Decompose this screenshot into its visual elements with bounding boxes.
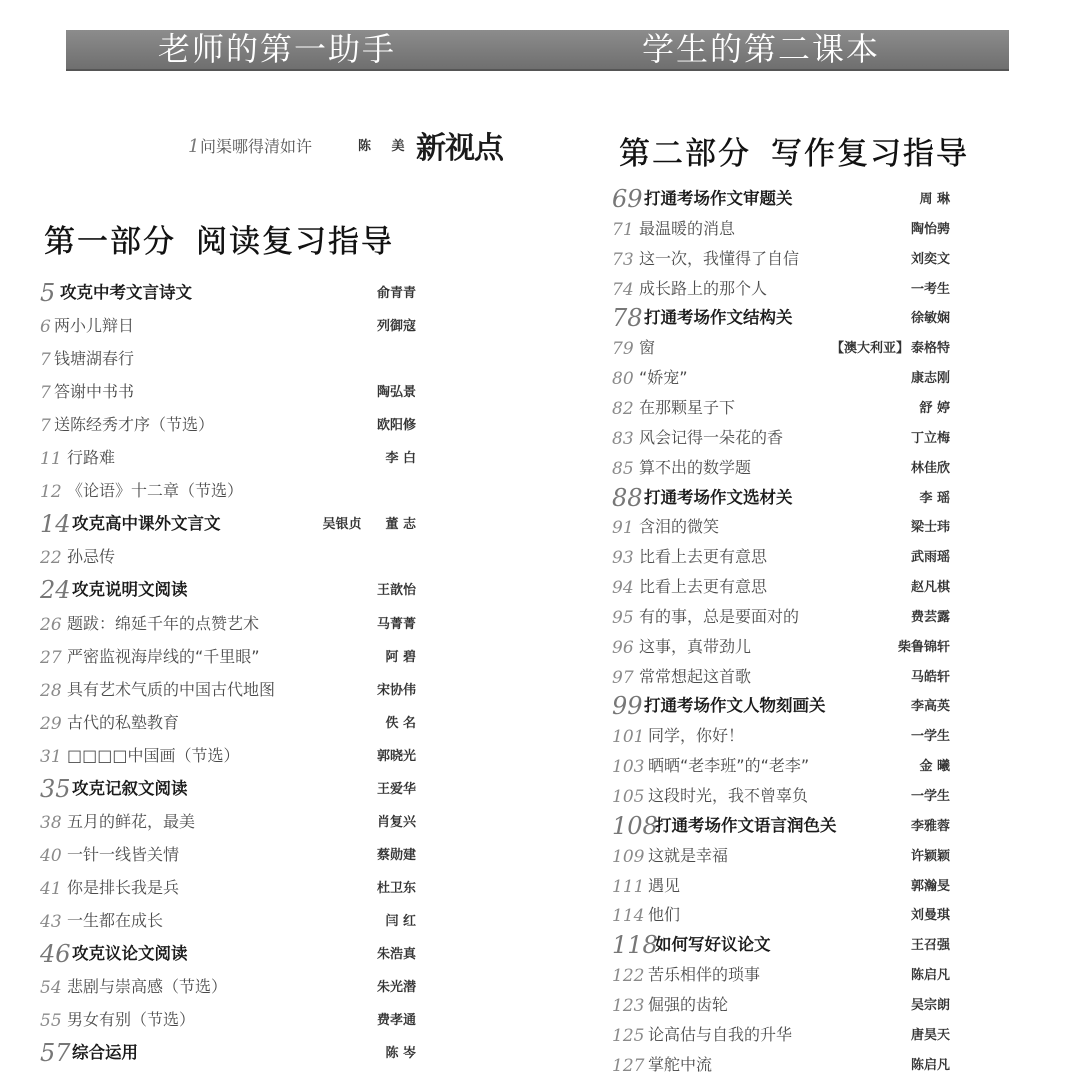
section-title: 攻克记叙文阅读 [72, 778, 188, 798]
entry-title: 送陈经秀才序（节选） [54, 415, 215, 435]
entry-title: 他们 [648, 905, 681, 925]
author-name: 林佳欣 [910, 460, 950, 476]
entry-title: 具有艺术气质的中国古代地图 [67, 679, 276, 699]
toc-entry[interactable] [40, 377, 416, 407]
entry-title: 含泪的微笑 [639, 517, 720, 537]
page-number: 93 [612, 548, 634, 569]
toc-entry[interactable] [40, 906, 416, 936]
author-name: 陈 岑 [385, 1046, 416, 1062]
section-title: 攻克高中课外文言文 [72, 514, 221, 534]
page-number: 14 [40, 510, 71, 539]
author-name: 阿 碧 [385, 649, 416, 665]
page-number: 55 [40, 1011, 62, 1032]
toc-entry[interactable] [40, 443, 416, 473]
toc-section[interactable] [40, 575, 416, 605]
header-banner [66, 30, 1009, 71]
entry-title: 掌舵中流 [648, 1054, 713, 1074]
entry-title: 窗 [639, 338, 656, 358]
toc-entry[interactable] [40, 311, 416, 341]
toc-entry[interactable] [40, 542, 416, 572]
toc-entry[interactable] [40, 807, 416, 837]
author-name: 刘曼琪 [910, 908, 950, 924]
page-number: 103 [612, 757, 645, 778]
toc-entry[interactable] [612, 214, 950, 244]
toc-entry[interactable] [612, 721, 950, 751]
entry-title: 题跋：绵延千年的点赞艺术 [67, 613, 260, 633]
author-group [385, 649, 416, 667]
author-name: 费孝通 [376, 1013, 416, 1029]
author-name: 马皓轩 [910, 669, 950, 685]
toc-section[interactable] [612, 303, 950, 333]
preface-author: 陈 美 [358, 139, 413, 154]
author-name: 杜卫东 [376, 880, 416, 896]
author-name: 一考生 [910, 281, 950, 297]
toc-entry[interactable] [612, 542, 950, 572]
toc-entry[interactable] [612, 572, 950, 602]
author-group [831, 340, 950, 358]
banner-right-slogan: 学生的第二课本 [642, 30, 881, 68]
page-number: 97 [612, 667, 634, 688]
author-name: 刘奕文 [910, 251, 950, 267]
page-number: 105 [612, 787, 645, 807]
toc-section[interactable] [40, 939, 416, 969]
entry-title: 悲剧与崇高感（节选） [67, 977, 228, 997]
author-group [911, 818, 950, 836]
entry-title: 倔强的齿轮 [648, 994, 729, 1014]
toc-entry[interactable] [612, 363, 950, 393]
toc-entry[interactable] [612, 602, 950, 632]
author-group [911, 997, 950, 1015]
entry-title: 最温暖的消息 [639, 218, 736, 238]
toc-entry[interactable] [612, 871, 950, 901]
entry-title: 一生都在成长 [67, 910, 164, 930]
author-group [377, 748, 416, 766]
author-name: 许颖颖 [910, 848, 950, 864]
author-name: 列御寇 [376, 319, 416, 335]
entry-title: 钱塘湖春行 [54, 349, 135, 369]
author-group [377, 847, 416, 865]
entry-title: 晒晒“老李班”的“老李” [648, 756, 810, 776]
author-group [911, 609, 950, 627]
author-group [377, 384, 416, 402]
page-number: 41 [40, 878, 62, 899]
page-number: 95 [612, 607, 634, 628]
author-group [898, 639, 950, 657]
entry-title: 这一次，我懂得了自信 [639, 248, 800, 268]
entry-title: 风会记得一朵花的香 [639, 427, 784, 447]
author-group [377, 285, 416, 303]
toc-section[interactable] [40, 278, 416, 308]
author-name: 周 琳 [919, 192, 950, 207]
author-name: 李雅蓉 [910, 818, 950, 834]
entry-title: 行路难 [67, 448, 116, 468]
entry-title: 论高估与自我的升华 [648, 1024, 793, 1044]
column-brand-title: 新视点 [416, 131, 503, 166]
page-number: 29 [40, 713, 62, 734]
author-group [911, 430, 950, 448]
author-name: 金 曦 [919, 759, 950, 775]
section-title: 综合运用 [72, 1043, 138, 1063]
toc-entry[interactable] [40, 344, 416, 374]
entry-title: 算不出的数学题 [639, 457, 752, 477]
toc-entry[interactable] [612, 632, 950, 662]
page-number: 7 [40, 350, 51, 371]
entry-title: 这就是幸福 [648, 845, 729, 865]
page-number: 69 [612, 185, 643, 213]
page-number: 57 [40, 1039, 71, 1068]
author-group [377, 682, 416, 700]
page-number: 99 [612, 692, 643, 721]
co-author: 吴银贞 [322, 517, 362, 533]
entry-title: 孙忌传 [67, 547, 116, 567]
page-number: 35 [40, 774, 71, 803]
toc-entry[interactable] [40, 840, 416, 870]
page-number: 111 [612, 876, 645, 897]
page-number: 22 [40, 548, 62, 569]
page-number: 46 [40, 940, 71, 968]
author-name: 陶弘景 [376, 385, 416, 401]
toc-section[interactable] [612, 184, 950, 214]
entry-title: 古代的私塾教育 [67, 712, 180, 732]
toc-entry[interactable] [612, 751, 950, 781]
page-number: 6 [40, 317, 51, 338]
page-number: 27 [40, 647, 62, 668]
toc-entry[interactable] [612, 1050, 950, 1080]
author-group [377, 1012, 416, 1030]
toc-entry[interactable] [40, 675, 416, 705]
toc-entry[interactable] [612, 1020, 950, 1050]
toc-entry[interactable] [40, 642, 416, 672]
entry-title: 你是排长我是兵 [67, 877, 180, 897]
author-name: 欧阳修 [376, 418, 416, 434]
toc-entry[interactable] [40, 410, 416, 440]
toc-section[interactable] [612, 930, 950, 960]
toc-entry[interactable] [40, 741, 416, 771]
page-number: 88 [612, 483, 643, 512]
banner-left-slogan: 老师的第一助手 [158, 30, 397, 68]
page-number: 85 [612, 458, 634, 479]
part2-heading-subtitle: 写作复习指导 [771, 136, 969, 172]
toc-entry[interactable] [40, 873, 416, 903]
author-group [911, 878, 950, 896]
entry-title: 比看上去更有意思 [639, 547, 768, 567]
toc-entry[interactable] [612, 244, 950, 274]
author-name: 泰格特 [910, 341, 950, 357]
page-number: 12 [40, 482, 62, 503]
author-group [377, 781, 416, 799]
author-name: 蔡勋建 [376, 847, 416, 863]
page-number: 96 [612, 637, 634, 658]
page-number: 7 [40, 383, 51, 404]
author-group [385, 913, 416, 931]
page-number: 73 [612, 249, 634, 270]
author-group [385, 1045, 416, 1063]
toc-entry[interactable] [612, 333, 950, 363]
author-name: 郭瀚旻 [910, 878, 950, 894]
section-title: 攻克中考文言诗文 [60, 283, 192, 302]
author-group [911, 669, 950, 687]
author-name: 柴鲁锦轩 [897, 639, 950, 655]
author-name: 宋协伟 [376, 682, 416, 698]
toc-entry[interactable] [612, 990, 950, 1020]
author-name: 马菁菁 [376, 616, 416, 632]
entry-title: 成长路上的那个人 [639, 278, 768, 298]
page-number: 79 [612, 339, 634, 360]
page-number: 109 [612, 846, 645, 867]
page-number: 82 [612, 398, 634, 419]
author-name: 康志刚 [910, 371, 950, 387]
author-group [911, 698, 950, 716]
part1-heading-label: 第一部分 [44, 224, 176, 260]
page-number: 28 [40, 680, 62, 701]
author-name: 李 瑶 [919, 490, 950, 506]
author-group [911, 1027, 950, 1045]
author-group [377, 616, 416, 634]
section-title: 攻克说明文阅读 [72, 580, 188, 600]
author-group [911, 460, 950, 478]
entry-title: 比看上去更有意思 [639, 577, 768, 597]
author-name: 陶怡骋 [910, 221, 950, 237]
toc-entry[interactable] [612, 453, 950, 483]
toc-entry[interactable] [612, 662, 950, 692]
toc-entry[interactable] [40, 1005, 416, 1035]
page-number: 123 [612, 995, 645, 1016]
page-number: 11 [40, 449, 62, 470]
part1-heading-subtitle: 阅读复习指导 [196, 224, 394, 260]
author-name: 唐昊天 [910, 1027, 950, 1043]
author-name: 郭晓光 [376, 748, 416, 764]
author-name: 朱浩真 [376, 947, 416, 962]
author-group [911, 549, 950, 567]
page-number: 7 [40, 416, 51, 437]
author-name: 董 志 [385, 517, 416, 533]
author-group [385, 450, 416, 468]
entry-title: 同学，你好！ [648, 726, 745, 746]
section-title: 打通考场作文选材关 [644, 487, 793, 507]
author-name: 舒 婷 [919, 400, 950, 416]
author-group [377, 582, 416, 600]
author-name: 王爱华 [376, 781, 416, 797]
toc-entry[interactable] [40, 972, 416, 1002]
author-name: 朱光潜 [376, 980, 416, 996]
author-group [377, 979, 416, 997]
toc-section[interactable] [612, 811, 950, 841]
author-group [911, 310, 950, 328]
author-group [377, 318, 416, 336]
page-number: 127 [612, 1055, 645, 1076]
entry-title: 答谢中书书 [54, 382, 135, 402]
preface-entry[interactable] [188, 131, 518, 166]
author-name: 佚 名 [385, 715, 416, 731]
toc-section[interactable] [40, 1038, 416, 1068]
entry-title: 严密监视海岸线的“千里眼” [67, 646, 260, 666]
part2-heading [619, 136, 969, 172]
author-group [377, 946, 416, 964]
author-name: 王歆怡 [376, 583, 416, 599]
toc-entry[interactable] [40, 708, 416, 738]
author-name: 一学生 [910, 729, 950, 745]
author-nationality: 【澳大利亚】 [830, 341, 909, 357]
author-name: 武雨瑶 [910, 550, 950, 566]
page-number: 83 [612, 428, 634, 449]
author-name: 赵凡棋 [910, 580, 950, 596]
author-group [911, 370, 950, 388]
author-name: 丁立梅 [910, 430, 950, 446]
page-number: 71 [612, 219, 634, 240]
author-name: 李高英 [910, 699, 950, 715]
page-number: 74 [612, 279, 634, 300]
page-number: 91 [612, 518, 634, 539]
page-number: 54 [40, 978, 62, 999]
author-name: 梁士玮 [910, 520, 950, 536]
author-name: 闫 红 [385, 913, 416, 929]
author-group [911, 1057, 950, 1075]
entry-title: 男女有别（节选） [67, 1010, 196, 1030]
preface-page-number: 1 [188, 136, 200, 157]
page-number: 122 [612, 966, 645, 987]
toc-entry[interactable] [612, 781, 950, 811]
author-group [919, 490, 950, 508]
author-group [377, 814, 416, 832]
entry-title: 常常想起这首歌 [639, 666, 752, 686]
author-group [911, 907, 950, 925]
part2-heading-label: 第二部分 [619, 136, 751, 172]
author-name: 陈启凡 [910, 1057, 950, 1073]
preface-title: 问渠哪得清如许 [200, 137, 313, 156]
toc-entry[interactable] [612, 512, 950, 542]
entry-title: 两小儿辩日 [54, 316, 135, 336]
entry-title: 这段时光，我不曾辜负 [648, 786, 809, 805]
author-group [911, 579, 950, 597]
author-group [919, 191, 950, 209]
author-name: 李 白 [385, 451, 416, 467]
toc-entry[interactable] [612, 841, 950, 871]
author-name: 费芸露 [910, 609, 950, 625]
section-title: 如何写好议论文 [655, 935, 771, 955]
author-name: 俞青青 [376, 286, 416, 301]
page-number: 80 [612, 369, 634, 390]
author-group [911, 788, 950, 806]
author-group [919, 400, 950, 418]
author-group [911, 728, 950, 746]
entry-title: “娇宠” [639, 368, 688, 388]
page-number: 40 [40, 845, 62, 866]
author-group [911, 937, 950, 955]
page-number: 101 [612, 727, 645, 748]
entry-title: 这事，真带劲儿 [639, 636, 752, 656]
toc-entry[interactable] [612, 960, 950, 990]
page-number: 24 [40, 576, 71, 605]
entry-title: 五月的鲜花，最美 [67, 811, 196, 831]
page-number: 125 [612, 1025, 645, 1046]
page-number: 38 [40, 812, 62, 833]
entry-title: 苦乐相伴的琐事 [648, 965, 761, 985]
page-number: 118 [612, 931, 658, 960]
entry-title: 有的事，总是要面对的 [639, 606, 800, 626]
entry-title: 在那颗星子下 [639, 397, 736, 417]
author-group [377, 880, 416, 898]
toc-entry[interactable] [40, 609, 416, 639]
toc-entry[interactable] [612, 423, 950, 453]
section-title: 打通考场作文结构关 [644, 308, 793, 328]
author-group [377, 417, 416, 435]
section-title: 打通考场作文语言润色关 [655, 815, 837, 835]
author-group [911, 251, 950, 269]
author-group [919, 758, 950, 776]
entry-title: 一针一线皆关情 [67, 844, 180, 864]
entry-title: 遇见 [648, 875, 681, 895]
toc-entry[interactable] [40, 476, 416, 506]
toc-section[interactable] [40, 509, 416, 539]
author-name: 徐敏娴 [910, 311, 950, 327]
author-group [911, 848, 950, 866]
toc-section[interactable] [612, 691, 950, 721]
page-number: 31 [40, 746, 62, 767]
toc-entry[interactable] [612, 274, 950, 304]
author-group [385, 715, 416, 733]
author-group [911, 221, 950, 239]
page-number: 43 [40, 911, 62, 932]
page-number: 108 [612, 811, 658, 840]
toc-entry[interactable] [612, 900, 950, 930]
author-name: 一学生 [910, 789, 950, 804]
entry-title: □□□□中国画（节选） [67, 745, 240, 765]
author-name: 王召强 [910, 938, 950, 954]
page-number: 94 [612, 578, 634, 599]
toc-section[interactable] [40, 774, 416, 804]
author-name: 吴宗朗 [910, 997, 950, 1013]
author-name: 肖复兴 [376, 814, 416, 830]
page-number: 5 [40, 279, 56, 307]
author-name: 陈启凡 [910, 968, 950, 984]
author-group [322, 516, 416, 534]
author-group [911, 281, 950, 299]
author-group [911, 967, 950, 985]
section-title: 打通考场作文人物刻画关 [644, 696, 826, 716]
page-number: 114 [612, 906, 645, 927]
section-title: 打通考场作文审题关 [644, 189, 793, 208]
section-title: 攻克议论文阅读 [72, 944, 188, 963]
author-group [911, 519, 950, 537]
part1-heading [44, 224, 394, 260]
toc-section[interactable] [612, 483, 950, 513]
entry-title: 《论语》十二章（节选） [67, 481, 244, 501]
page-number: 26 [40, 614, 62, 635]
page-number: 78 [612, 304, 643, 333]
toc-entry[interactable] [612, 393, 950, 423]
